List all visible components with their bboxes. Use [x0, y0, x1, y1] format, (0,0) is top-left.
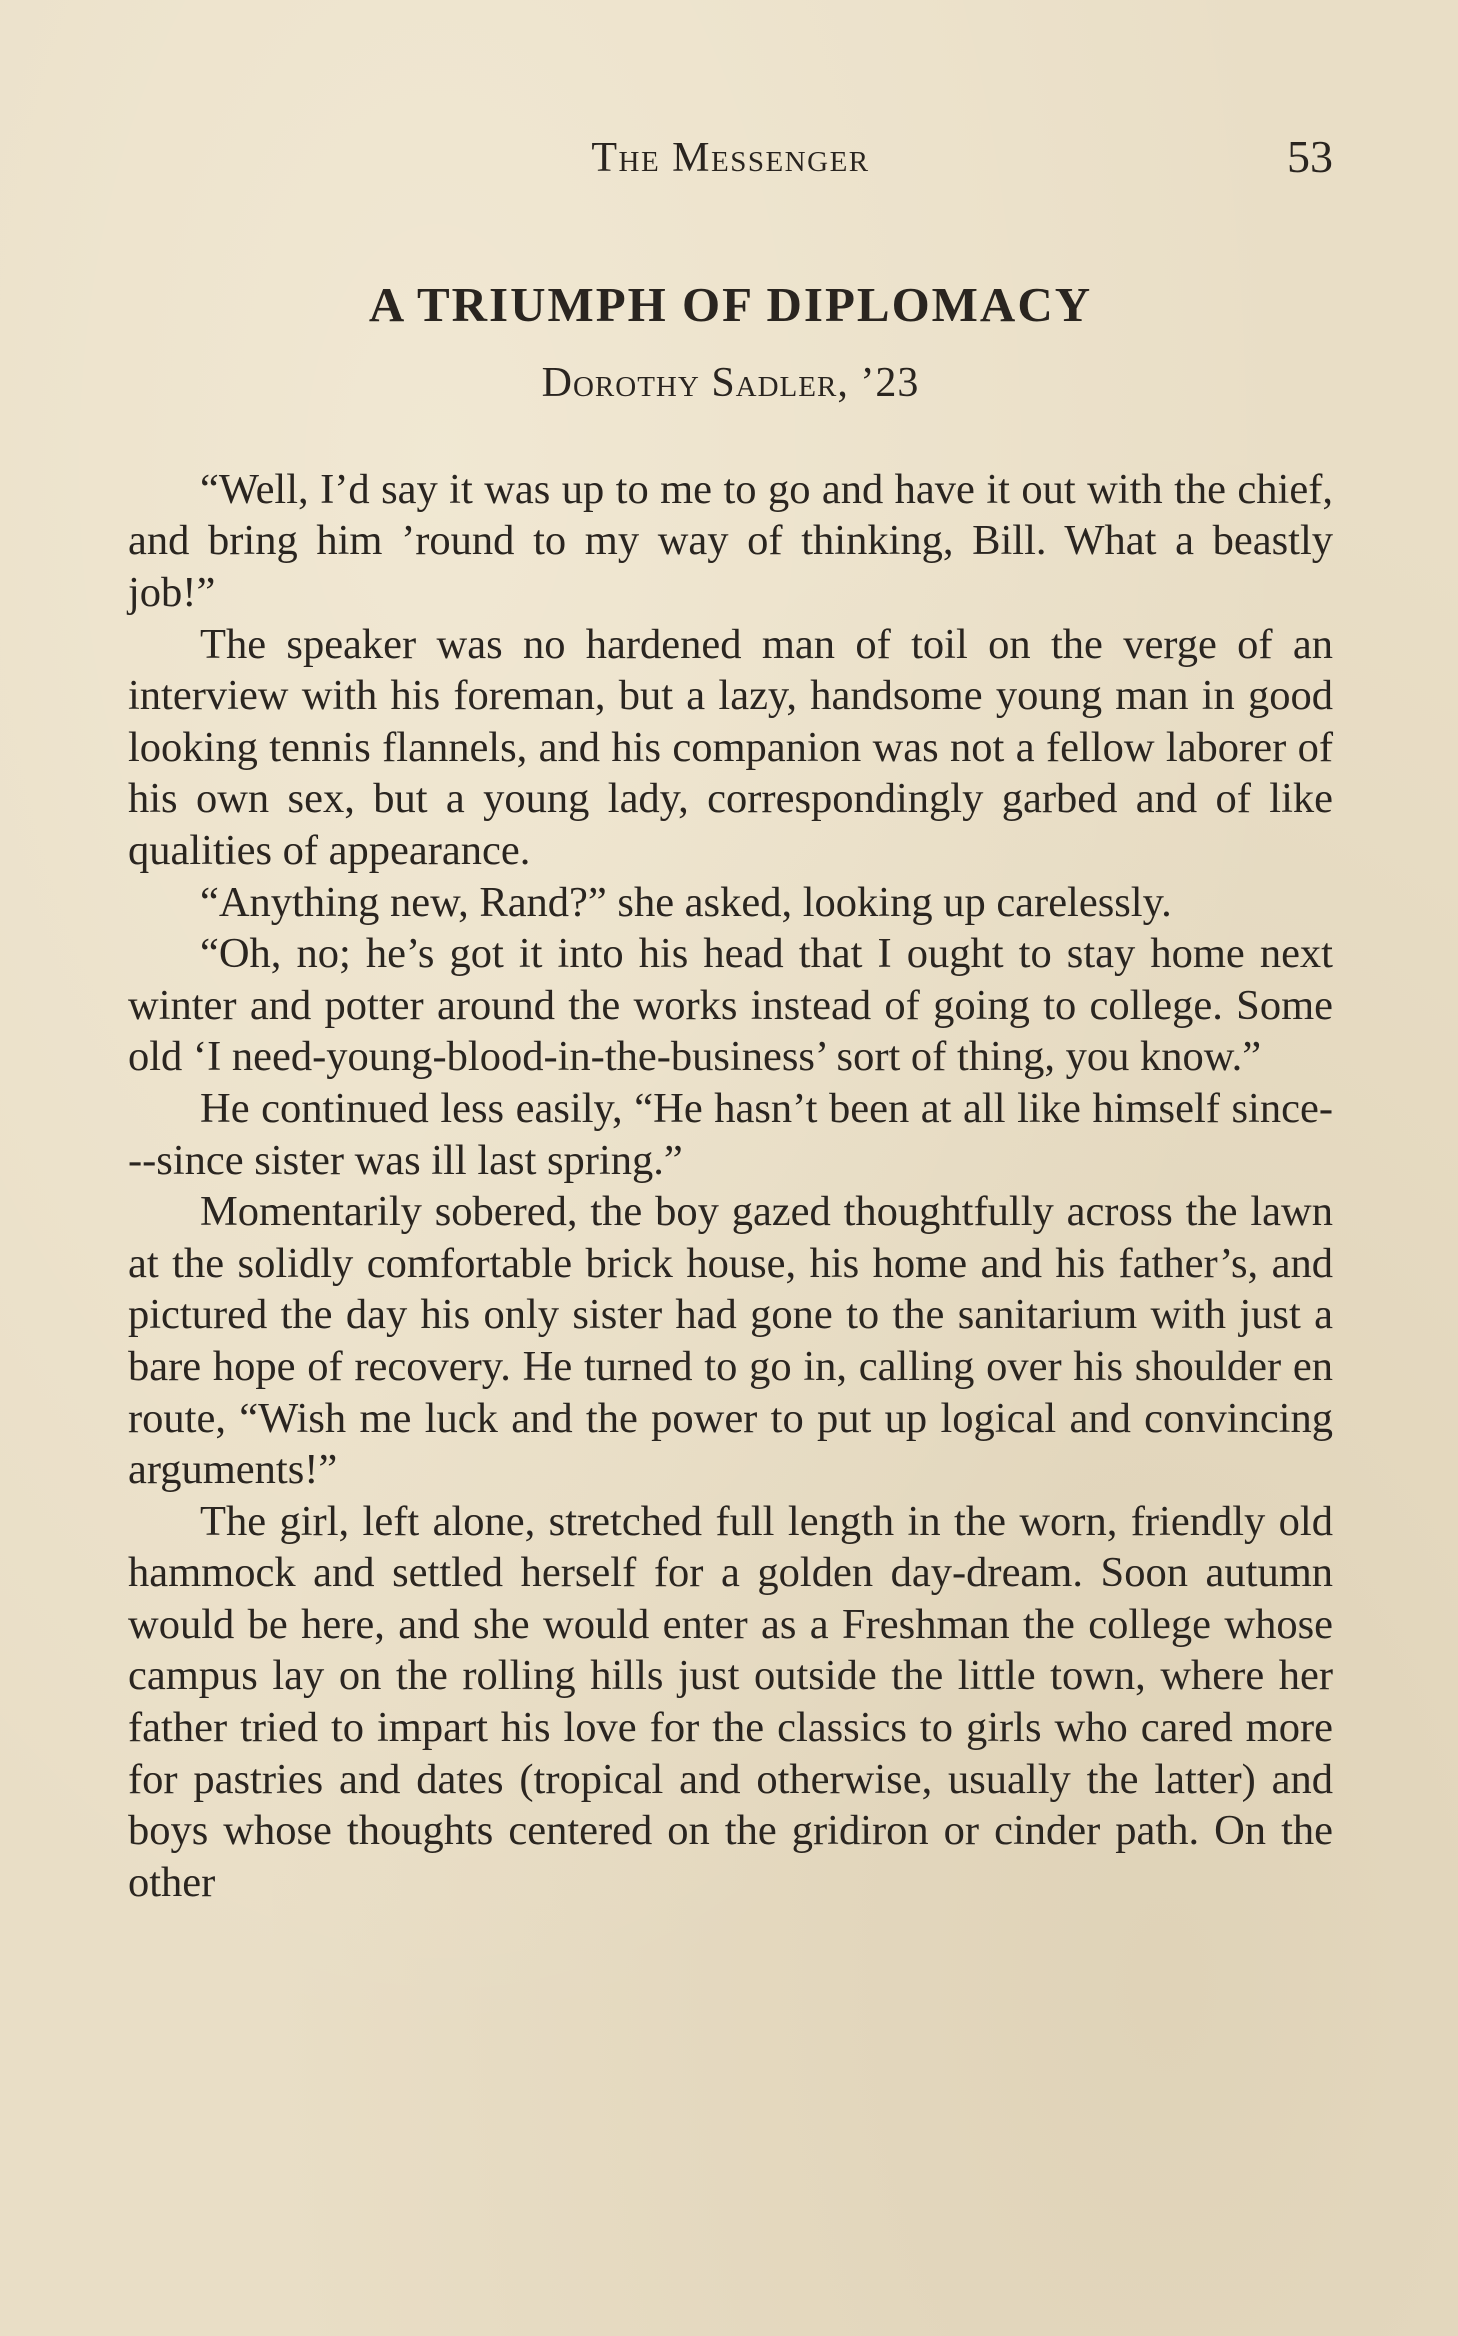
paragraph: Momentarily sobered, the boy gazed thoughtfully across the lawn at the solidly comfortable brick house, his home and his father’s, and pictured the day his only sister had gone to the sanitarium with just a bare hope of recovery. He turned to go in, calling over his shoulder en route, “Wish me luck and the power to put up logical and convincing arguments!”: [128, 1188, 1333, 1494]
book-page: [128, 130, 1333, 1908]
running-head: [128, 130, 1333, 200]
paragraph: He continued less easily, “He hasn’t been at all like himself since---since sister was ill last spring.”: [128, 1084, 1333, 1184]
running-title: The Messenger: [591, 135, 870, 181]
paragraph: “Well, I’d say it was up to me to go and have it out with the chief, and bring him ’round to my way of thinking, Bill. What a beastly job!”: [128, 465, 1333, 617]
paragraph: “Anything new, Rand?” she asked, looking up carelessly.: [200, 878, 1172, 926]
paragraph: “Oh, no; he’s got it into his head that I ought to stay home next winter and potter around the works instead of going to college. Some old ‘I need-young-blood-in-the-business’ sort of thing, you know.”: [128, 930, 1333, 1081]
paragraph: The girl, left alone, stretched full length in the worn, friendly old hammock and settled herself for a golden day-dream. Soon autumn would be here, and she would enter as a Freshman the college whose campus lay on the rolling hills just outside the little town, where her father tried to impart his love for the classics to girls who cared more for pastries and dates (tropical and otherwise, usually the latter) and boys whose thoughts centered on the gridiron or cinder path. On the other: [128, 1497, 1333, 1906]
article-title: A TRIUMPH OF DIPLOMACY: [368, 277, 1093, 332]
paragraph: The speaker was no hardened man of toil on the verge of an interview with his foreman, but a lazy, handsome young man in good looking tennis flannels, and his companion was not a fellow laborer of his own sex, but a young lady, correspondingly garbed and of like qualities of appearance.: [128, 620, 1333, 874]
article-byline: Dorothy Sadler, ’23: [541, 359, 920, 406]
page-number: 53: [1287, 131, 1333, 182]
article-body: [128, 464, 1333, 1909]
